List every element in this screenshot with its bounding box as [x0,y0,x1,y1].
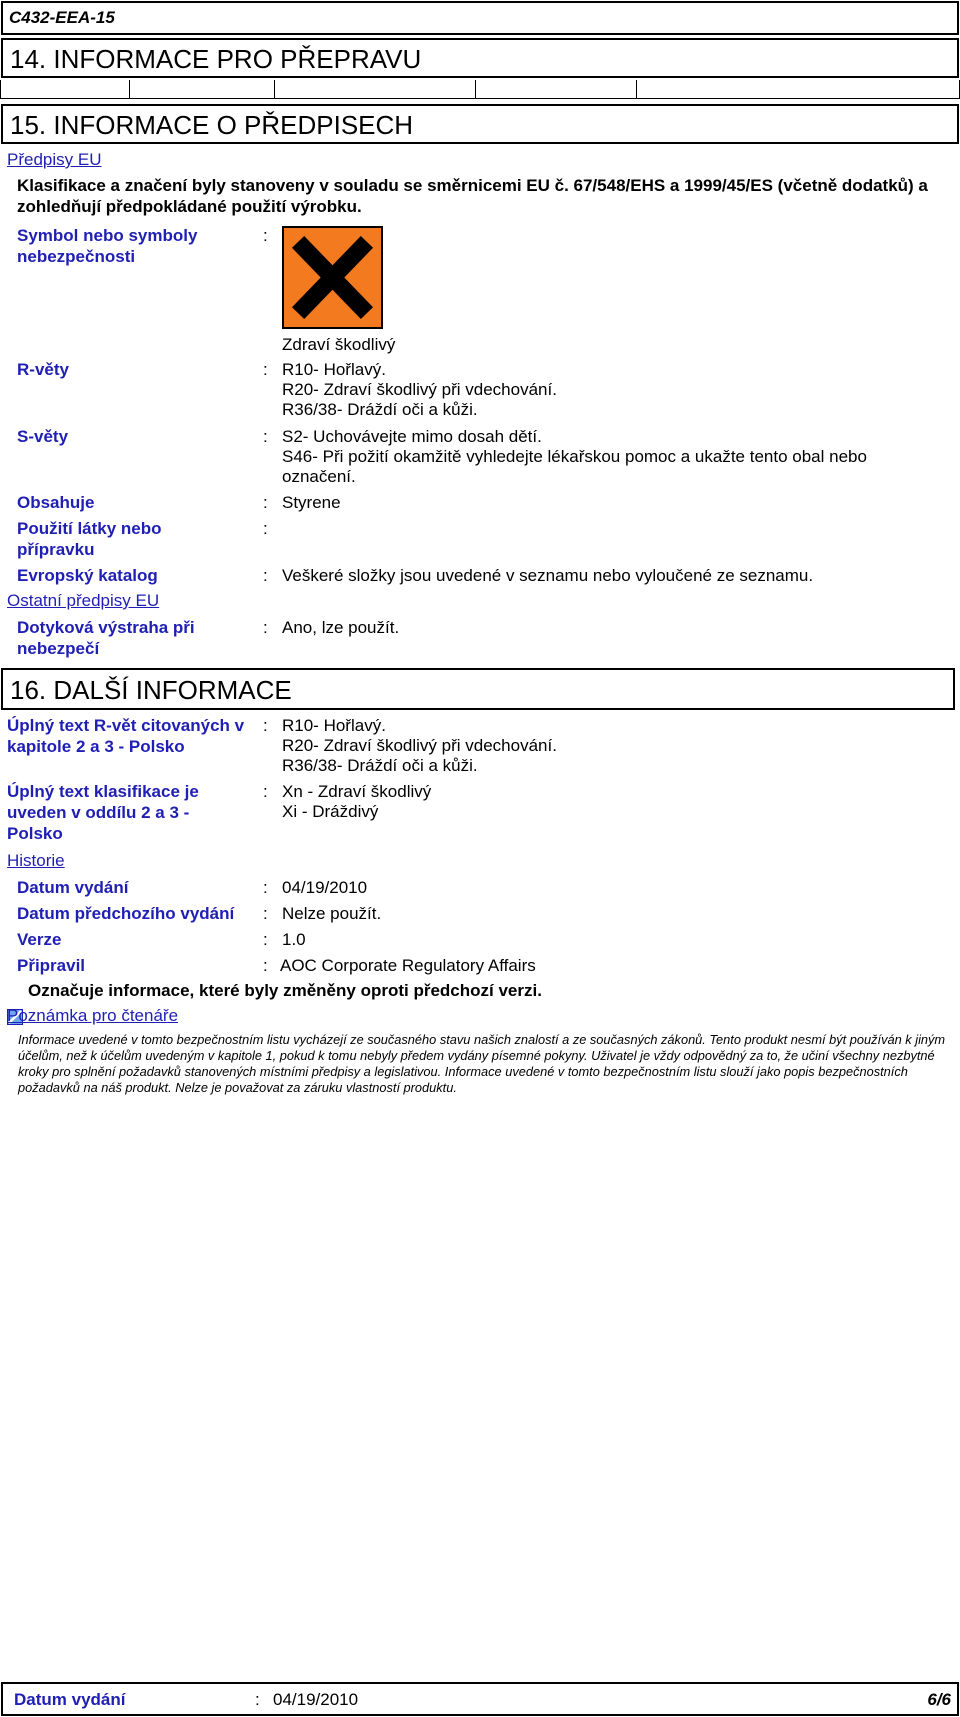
footer-colon: : [255,1690,260,1709]
colon: : [263,878,268,897]
s-phrases-value: S2- Uchovávejte mimo dosah dětí. S46- Při požití okamžitě vyhledejte lékařskou pomoc a ukažte tento obal nebo označení. [282,427,867,486]
disclaimer-text: Informace uvedené v tomto bezpečnostním listu vycházejí ze současného stavu našich znalostí a ze současných zákonů. Tento produkt nesmí být používán k jiným účelům, než k účelům uvedeným v kapitole 1, pokud k tomu nebyly předem vydány písemné pokyny. Uživatel je vždy odpovědný za to, že učiní všechny nezbytné kroky pro splnění požadavků stanovených místními předpisy a legislativou. Informace uvedené v tomto bezpečnostním listu slouží jako popis bezpečnostních požadavků na náš produkt. Nelze je považovat za záruku vlastností produktu. [18,1032,946,1095]
section-15-header [1,104,959,144]
r-text-label: Úplný text R-vět citovaných v kapitole 2 a 3 - Polsko [7,716,245,756]
footer-bar [1,1682,959,1716]
version-label: Verze [17,930,62,949]
catalog-value: Veškeré složky jsou uvedené v seznamu nebo vyloučené ze seznamu. [282,566,814,585]
version-value: 1.0 [282,930,306,949]
section-16-header [1,668,955,710]
s-phrases-label: S-věty [17,427,69,446]
colon: : [263,519,268,538]
colon: : [263,427,268,446]
colon: : [263,360,268,379]
hazard-symbol-caption: Zdraví škodlivý [282,335,396,354]
section-14-title: 14. INFORMACE PRO PŘEPRAVU [10,44,422,74]
other-eu-regulations-link[interactable]: Ostatní předpisy EU [7,591,160,610]
section-14-header [1,38,959,78]
contains-value: Styrene [282,493,341,512]
colon: : [263,226,268,245]
colon: : [263,930,268,949]
colon: : [263,782,268,801]
page-number: 6/6 [927,1690,951,1709]
prepared-by-label: Připravil [17,956,86,975]
issue-date-label: Datum vydání [17,878,129,897]
doc-code: C432-EEA-15 [9,8,115,27]
colon: : [263,618,268,637]
previous-issue-label: Datum předchozího vydání [17,904,235,923]
eu-regulations-link[interactable]: Předpisy EU [7,150,102,169]
header-bar [1,1,959,35]
colon: : [263,904,268,923]
hazard-symbol-label: Symbol nebo symboly nebezpečnosti [17,226,198,266]
r-phrases-label: R-věty [17,360,69,379]
colon: : [263,716,268,735]
r-text-value: R10- Hořlavý. R20- Zdraví škodlivý při vdechování. R36/38- Dráždí oči a kůži. [282,716,557,775]
footer-issue-value: 04/19/2010 [273,1690,359,1709]
footer-issue-label: Datum vydání [14,1690,126,1709]
section-15-title: 15. INFORMACE O PŘEDPISECH [10,110,414,140]
harmful-x-icon [282,226,383,329]
colon: : [263,566,268,585]
colon: : [263,956,268,975]
previous-issue-value: Nelze použít. [282,904,382,923]
use-label: Použití látky nebo přípravku [17,519,162,559]
r-phrases-value: R10- Hořlavý. R20- Zdraví škodlivý při vdechování. R36/38- Dráždí oči a kůži. [282,360,557,419]
contains-label: Obsahuje [17,493,95,512]
changes-note: Označuje informace, které byly změněny oproti předchozí verzi. [28,981,542,1000]
colon: : [263,493,268,512]
classification-label: Úplný text klasifikace je uveden v oddílu 2 a 3 - Polsko [7,782,199,843]
catalog-label: Evropský katalog [17,566,158,585]
tactile-warning-label: Dotyková výstraha při nebezpečí [17,618,195,658]
issue-date-value: 04/19/2010 [282,878,368,897]
section-16-title: 16. DALŠÍ INFORMACE [10,675,292,705]
transport-table [0,80,960,99]
regulation-intro: Klasifikace a značení byly stanoveny v souladu se směrnicemi EU č. 67/548/EHS a 1999/45/ES (včetně dodatků) a zohledňují předpokládané použití výrobku. [17,176,928,216]
classification-value: Xn - Zdraví škodlivý Xi - Dráždivý [282,782,432,821]
tactile-warning-value: Ano, lze použít. [282,618,400,637]
prepared-by-value: AOC Corporate Regulatory Affairs [280,956,536,975]
history-link[interactable]: Historie [7,851,65,870]
reader-note-link[interactable]: Poznámka pro čtenáře [7,1006,179,1025]
